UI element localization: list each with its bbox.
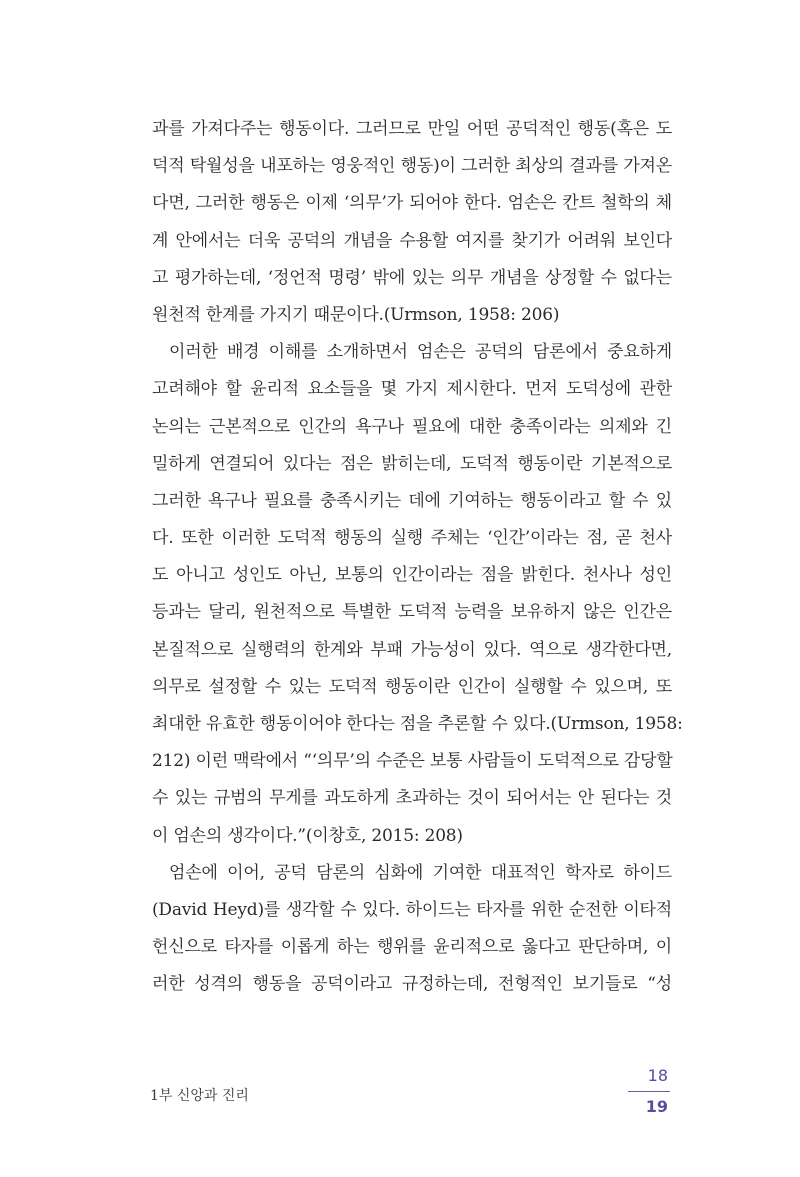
text-line: 러한 성격의 행동을 공덕이라고 규정하는데, 전형적인 보기들로 “성: [152, 974, 672, 995]
body-text: [152, 111, 683, 1004]
text-line: 밀하게 연결되어 있다는 점은 밝히는데, 도덕적 행동이란 기본적으로: [152, 453, 672, 474]
text-line: 의무로 설정할 수 있는 도덕적 행동이란 인간이 실행할 수 있으며, 또: [152, 676, 672, 697]
text-line: 그러한 욕구나 필요를 충족시키는 데에 기여하는 행동이라고 할 수 있: [152, 490, 672, 511]
paragraph-start-line: 엄손에 이어, 공덕 담론의 심화에 기여한 대표적인 학자로 하이드: [169, 862, 672, 883]
text-line: 논의는 근본적으로 인간의 욕구나 필요에 대한 충족이라는 의제와 긴: [152, 416, 672, 437]
text-line: (David Heyd)를 생각할 수 있다. 하이드는 타자를 위한 순전한 이타적: [152, 899, 672, 920]
paragraph-start-line: 이러한 배경 이해를 소개하면서 엄손은 공덕의 담론에서 중요하게: [169, 342, 672, 363]
text-line: 과를 가져다주는 행동이다. 그러므로 만일 어떤 공덕적인 행동(혹은 도: [152, 119, 672, 139]
text-line: 다. 또한 이러한 도덕적 행동의 실행 주체는 ‘인간’이라는 점, 곧 천사: [152, 528, 672, 549]
page-numbers: [628, 1063, 670, 1118]
running-title: 1부 신앙과 진리: [150, 1088, 249, 1104]
text-line: 이 엄손의 생각이다.”(이창호, 2015: 208): [152, 825, 463, 846]
text-line: 고 평가하는데, ‘정언적 명령’ 밖에 있는 의무 개념을 상정할 수 없다는: [152, 267, 672, 288]
text-line: 최대한 유효한 행동이어야 한다는 점을 추론할 수 있다.(Urmson, 1958:: [152, 714, 683, 734]
page-number-current: 19: [645, 1097, 668, 1116]
text-line: 고려해야 할 윤리적 요소들을 몇 가지 제시한다. 먼저 도덕성에 관한: [152, 379, 672, 400]
text-line: 도 아니고 성인도 아닌, 보통의 인간이라는 점을 밝힌다. 천사나 성인: [152, 565, 672, 586]
text-line: 본질적으로 실행력의 한계와 부패 가능성이 있다. 역으로 생각한다면,: [152, 639, 672, 660]
text-line: 계 안에서는 더욱 공덕의 개념을 수용할 여지를 찾기가 어려워 보인다: [152, 230, 672, 251]
text-line: 등과는 달리, 원천적으로 특별한 도덕적 능력을 보유하지 않은 인간은: [152, 602, 672, 623]
page-number-previous: 18: [647, 1066, 668, 1085]
text-line: 헌신으로 타자를 이롭게 하는 행위를 윤리적으로 옳다고 판단하며, 이: [152, 937, 672, 958]
text-line: 다면, 그러한 행동은 이제 ‘의무’가 되어야 한다. 엄손은 칸트 철학의 체: [152, 193, 672, 214]
text-line: 원천적 한계를 가지기 때문이다.(Urmson, 1958: 206): [152, 304, 560, 325]
text-line: 수 있는 규범의 무게를 과도하게 초과하는 것이 되어서는 안 된다는 것: [152, 788, 672, 809]
text-line: 덕적 탁월성을 내포하는 영웅적인 행동)이 그러한 최상의 결과를 가져온: [152, 156, 672, 177]
page-number-divider: [628, 1091, 670, 1092]
text-line: 212) 이런 맥락에서 “‘의무’의 수준은 보통 사람들이 도덕적으로 감당할: [152, 751, 673, 772]
